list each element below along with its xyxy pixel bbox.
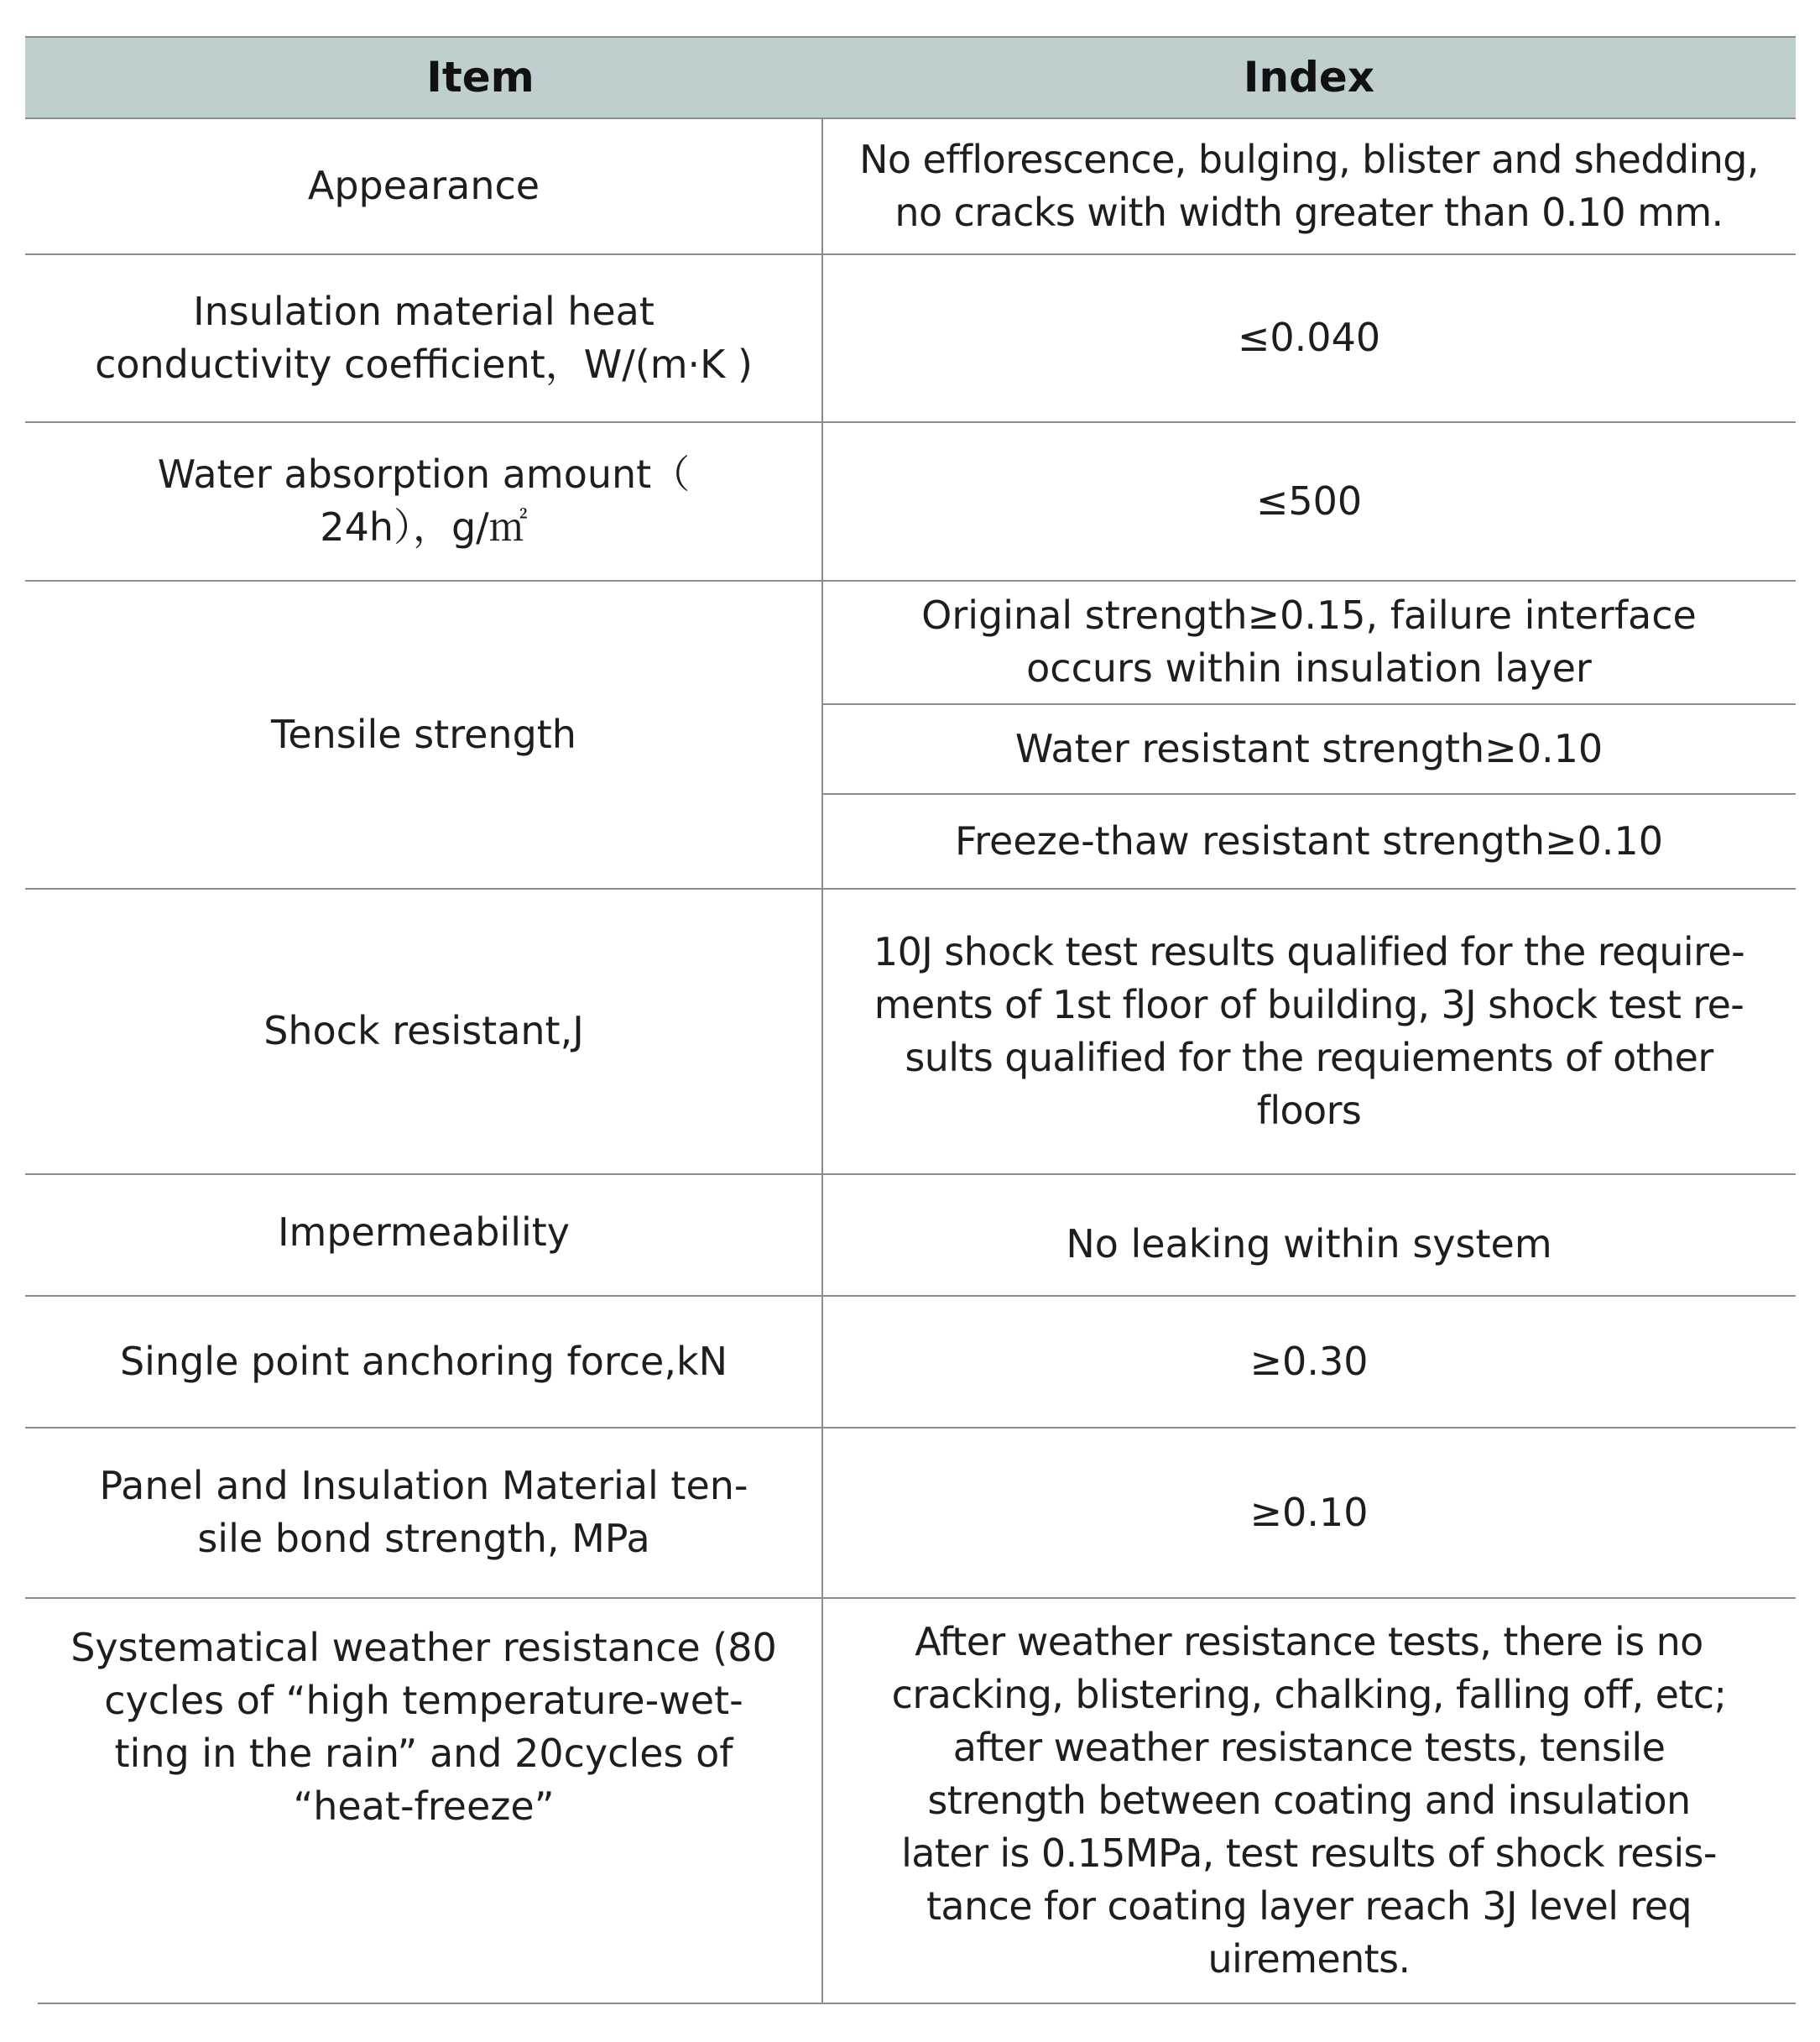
- row-3-item: Water absorption amount（ 24h），g/㎡: [157, 452, 691, 550]
- row-3-index: ≤500: [1255, 478, 1363, 524]
- header-top-border: [25, 36, 1796, 38]
- row-4-index-part-1: Original strength≥0.15, failure interface occurs within insulation layer: [921, 593, 1697, 691]
- row-5-index: 10J shock test results qualified for the require- ments of 1st floor of building, 3J shock test re- sults qualified for the requiements of other floors: [873, 928, 1745, 1133]
- row-7-item: Single point anchoring force,kN: [119, 1338, 728, 1384]
- row-1-item: Appearance: [307, 163, 540, 208]
- row-4-index-part-3: Freeze-thaw resistant strength≥0.10: [955, 817, 1663, 864]
- row-7-index: ≥0.30: [1249, 1338, 1369, 1384]
- row-9-index: After weather resistance tests, there is no cracking, blistering, chalking, falling off, etc; after weather resistance tests, tensile strength between coating and insulation later is 0.15MPa, test results of shock resis- tance for coating layer reach 3J level req uirements.: [891, 1618, 1727, 1982]
- row-4-item: Tensile strength: [271, 711, 576, 757]
- table-bottom-border: [38, 2003, 1796, 2004]
- row-4-index-part-2: Water resistant strength≥0.10: [1014, 725, 1604, 771]
- row-1-index: No efflorescence, bulging, blister and shedding, no cracks with width greater than 0.10 mm.: [859, 136, 1759, 235]
- row-2-index: ≤0.040: [1237, 315, 1381, 360]
- row-9-item: Systematical weather resistance (80 cycles of “high temperature-wet- ting in the rain” and 20cycles of “heat-freeze”: [70, 1625, 777, 1829]
- row-6-index: No leaking within system: [1066, 1221, 1552, 1266]
- row-8-index: ≥0.10: [1249, 1489, 1369, 1535]
- row-6-item: Impermeability: [277, 1209, 571, 1255]
- row-8-item: Panel and Insulation Material ten- sile bond strength, MPa: [99, 1463, 748, 1561]
- row-2-item: Insulation material heat conductivity coefficient，W/(m·K ): [95, 288, 753, 387]
- column-header-index: Index: [1243, 52, 1375, 102]
- column-header-item: Item: [426, 52, 535, 102]
- row-5-item: Shock resistant,J: [263, 1008, 584, 1053]
